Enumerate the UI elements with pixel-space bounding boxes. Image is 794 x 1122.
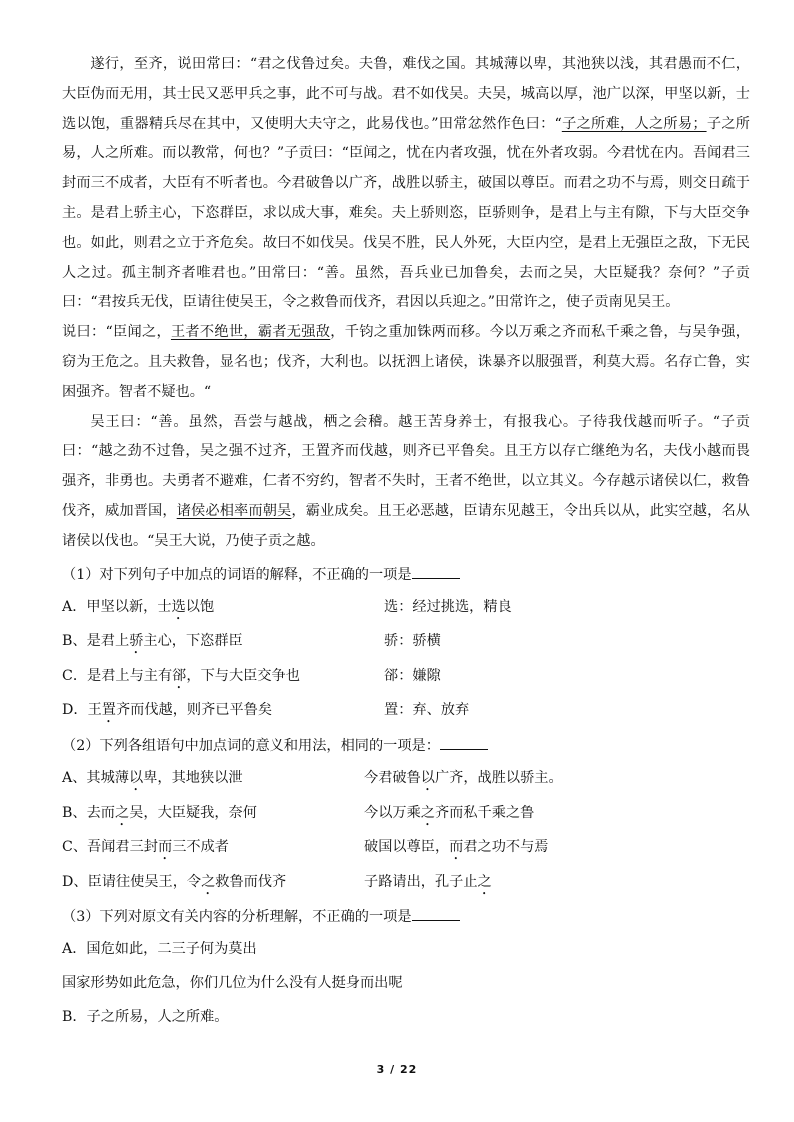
answer-blank [440, 735, 488, 750]
q1-option-a: A．甲坚以新，士选以饱 选：经过挑选，精良 [62, 598, 512, 615]
passage-paragraph-1: 遂行，至齐，说田常曰：“君之伐鲁过矣。夫鲁，难伐之国。其城薄以卑，其池狭以浅，其君愚而不仁，大臣伪而无用，其士民又恶甲兵之事，此不可与战。君不如伐吴。夫吴，城高以厚，池广以深，甲坚以新，士选以饱，重器精兵尽在其中，又使明大夫守之，此易伐也。”田常忿然作色曰：“子之所难，人之所易；子之所易，人之所难。而以教常，何也？”子贡曰：“臣闻之，忧在内者攻强，忧在外者攻弱。今君忧在内。吾闻君三封而三不成者，大臣有不听者也。今君破鲁以广齐，战胜以骄主，破国以尊臣。而君之功不与焉，则交日疏于主。是君上骄主心，下恣群臣，求以成大事，难矣。夫上骄则恣，臣骄则争，是君上与主有隙，下与大臣交争也。如此，则君之立于齐危矣。故曰不如伐吴。伐吴不胜，民人外死，大臣内空，是君上无强臣之敌，下无民人之过。孤主制齐者唯君也。”田常曰：“善。虽然，吾兵业已加鲁矣，去而之吴，大臣疑我？奈何？”子贡曰：“君按兵无伐，臣请往使吴王，令之救鲁而伐齐，君因以兵迎之。”田常许之，使子贡南见吴王。 [62, 56, 750, 311]
question-1-stem: （1）对下列句子中加点的词语的解释，不正确的一项是 [62, 560, 750, 590]
q3-option-b: B．子之所易，人之所难。 [62, 1009, 229, 1026]
underlined-sentence: 王者不绝世，霸者无强敌 [170, 324, 331, 341]
question-2-stem: （2）下列各组语句中加点词的意义和用法，相同的一项是： [62, 731, 750, 761]
question-3-stem: （3）下列对原文有关内容的分析理解，不正确的一项是 [62, 902, 750, 932]
document-page [62, 50, 750, 1034]
q1-option-c: C．是君上与主有郤，下与大臣交争也 郤：嫌隙 [62, 667, 441, 684]
q1-option-b: B、是君上骄主心，下恣群臣 骄：骄横 [62, 633, 441, 650]
answer-blank [412, 906, 460, 921]
q2-option-b: B、去而之吴，大臣疑我，奈何 今以万乘之齐而私千乘之鲁 [62, 804, 535, 821]
underlined-sentence: 诸侯必相率而朝吴 [176, 502, 292, 519]
passage-paragraph-2: 说曰：“臣闻之，王者不绝世，霸者无强敌，千钧之重加铢两而移。今以万乘之齐而私千乘之鲁，与吴争强，窃为王危之。且夫救鲁，显名也；伐齐，大利也。以抚泗上诸侯，诛暴齐以服强晋，利莫大焉。名存亡鲁，实困强齐。智者不疑也。“ [62, 324, 750, 400]
q2-option-d: D、臣请往使吴王，令之救鲁而伐齐 子路请出，孔子止之 [62, 873, 492, 890]
underlined-sentence: 子之所难，人之所易； [561, 115, 707, 132]
q1-option-d: D．王置齐而伐越，则齐已平鲁矣 置：弃、放弃 [62, 702, 470, 719]
page-number: 3 / 22 [376, 1063, 418, 1076]
q2-option-c: C、吾闻君三封而三不成者 破国以尊臣，而君之功不与焉 [62, 839, 549, 856]
question-1-options [62, 590, 750, 728]
question-2-options [62, 761, 750, 899]
q2-option-a: A、其城薄以卑，其地狭以泄 今君破鲁以广齐，战胜以骄主。 [62, 769, 563, 786]
answer-blank [412, 564, 460, 579]
q3-option-a: A．国危如此，二三子何为莫出 [62, 941, 257, 958]
passage-paragraph-3: 吴王曰：“善。虽然，吾尝与越战，栖之会稽。越王苦身养士，有报我心。子待我伐越而听子。“子贡曰：“越之劲不过鲁，吴之强不过齐，王置齐而伐越，则齐已平鲁矣。且王方以存亡继绝为名，夫伐小越而畏强齐，非勇也。夫勇者不避难，仁者不穷约，智者不失时，王者不绝世，以立其义。今存越示诸侯以仁，救鲁伐齐，威加晋国，诸侯必相率而朝吴，霸业成矣。且王必恶越，臣请东见越王，令出兵以从，此实空越，名从诸侯以伐也。“吴王大说，乃使子贡之越。 [62, 413, 750, 549]
q3-option-a-translation: 国家形势如此危急，你们几位为什么没有人挺身而出呢 [62, 975, 403, 992]
